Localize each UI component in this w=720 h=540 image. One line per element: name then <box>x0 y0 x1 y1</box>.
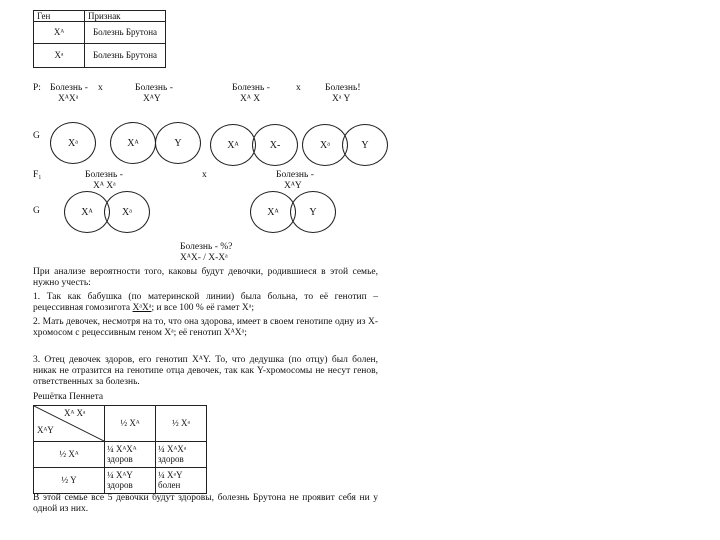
punnett-cell: ¼ XᴬXᴬ здоров <box>105 442 156 468</box>
father-trait: Болезнь - <box>135 83 173 93</box>
punnett-title: Решётка Пеннета <box>33 392 104 402</box>
paragraph-3: 2. Мать девочек, несмотря на то, что она здорова, имеет в своем генотипе одну из X-хромосом с рецессивным геном Xᵃ; её генотип XᴬXᵃ; <box>33 317 378 338</box>
f1-right-trait: Болезнь - <box>276 170 314 180</box>
mother-trait: Болезнь - <box>50 83 88 93</box>
gamete-circle: Y <box>342 124 388 166</box>
cross-sign: x <box>202 170 207 180</box>
cross-sign: x <box>98 83 103 93</box>
f1-right-genotype: XᴬY <box>284 181 302 191</box>
gamete-circle: Y <box>290 191 336 233</box>
gamete-circle: Xᴬ <box>110 122 156 164</box>
f1-left-genotype: Xᴬ Xᵃ <box>93 181 116 191</box>
cross-sign: x <box>296 83 301 93</box>
gamete-circle: Xᴬ <box>250 191 296 233</box>
mother2-trait: Болезнь - <box>232 83 270 93</box>
gene-cell: Xᴬ <box>34 22 85 44</box>
col-header: ½ Xᵃ <box>156 406 207 442</box>
underlined-genotype: XᵃXᵃ <box>132 302 152 313</box>
punnett-cell: ¼ XᴬXᵃ здоров <box>156 442 207 468</box>
mother-genotype: XᴬXᵃ <box>58 94 79 104</box>
conclusion-text: В этой семье все 5 девочки будут здоровы, болезнь Брутона не проявит себя ни у одной из них. <box>33 493 378 514</box>
gene-table <box>33 10 166 68</box>
gamete-circle: Xᵃ <box>104 191 150 233</box>
question-line-1: Болезнь - %? <box>180 242 233 252</box>
gamete-circle: Xᵃ <box>50 122 96 164</box>
gene-header: Ген <box>34 11 85 22</box>
f1-label: F₁ <box>33 170 42 180</box>
paragraph-1: При анализе вероятности того, каковы будут девочки, родившиеся в этой семье, нужно учесть: <box>33 267 378 288</box>
gene-cell: Xᵃ <box>34 44 85 68</box>
punnett-table <box>33 405 207 494</box>
father2-genotype: Xᵃ Y <box>332 94 351 104</box>
gamete-circle: Xᴬ <box>210 124 256 166</box>
g-label: G <box>33 206 40 216</box>
trait-cell: Болезнь Брутона <box>85 44 166 68</box>
corner-top: Xᴬ Xᵃ <box>64 408 86 418</box>
gamete-circle: Xᵃ <box>302 124 348 166</box>
gamete-circle: X- <box>252 124 298 166</box>
punnett-corner <box>34 406 105 442</box>
trait-cell: Болезнь Брутона <box>85 22 166 44</box>
f1-left-trait: Болезнь - <box>85 170 123 180</box>
corner-bottom: XᴬY <box>37 425 54 435</box>
father2-trait: Болезнь! <box>325 83 361 93</box>
trait-header: Признак <box>85 11 166 22</box>
row-header: ½ Y <box>34 468 105 494</box>
p-label: P: <box>33 83 41 93</box>
gamete-circle: Y <box>155 122 201 164</box>
row-header: ½ Xᴬ <box>34 442 105 468</box>
punnett-cell: ¼ XᵃY болен <box>156 468 207 494</box>
col-header: ½ Xᴬ <box>105 406 156 442</box>
question-line-2: XᴬX- / X-Xᵃ <box>180 253 228 263</box>
punnett-cell: ¼ XᴬY здоров <box>105 468 156 494</box>
father-genotype: XᴬY <box>143 94 161 104</box>
paragraph-2: 1. Так как бабушка (по материнской линии) была больна, то её генотип – рецессивная гомозигота XᵃXᵃ; и все 100 % её гамет Xᵃ; <box>33 292 378 313</box>
gamete-circle: Xᴬ <box>64 191 110 233</box>
g-label: G <box>33 131 40 141</box>
mother2-genotype: Xᴬ X <box>240 94 261 104</box>
paragraph-4: 3. Отец девочек здоров, его генотип XᴬY. То, что дедушка (по отцу) был болен, никак не отразится на генотипе отца девочек, так как Y-хромосомы не несут генов, ответственных за болезнь. <box>33 355 378 387</box>
